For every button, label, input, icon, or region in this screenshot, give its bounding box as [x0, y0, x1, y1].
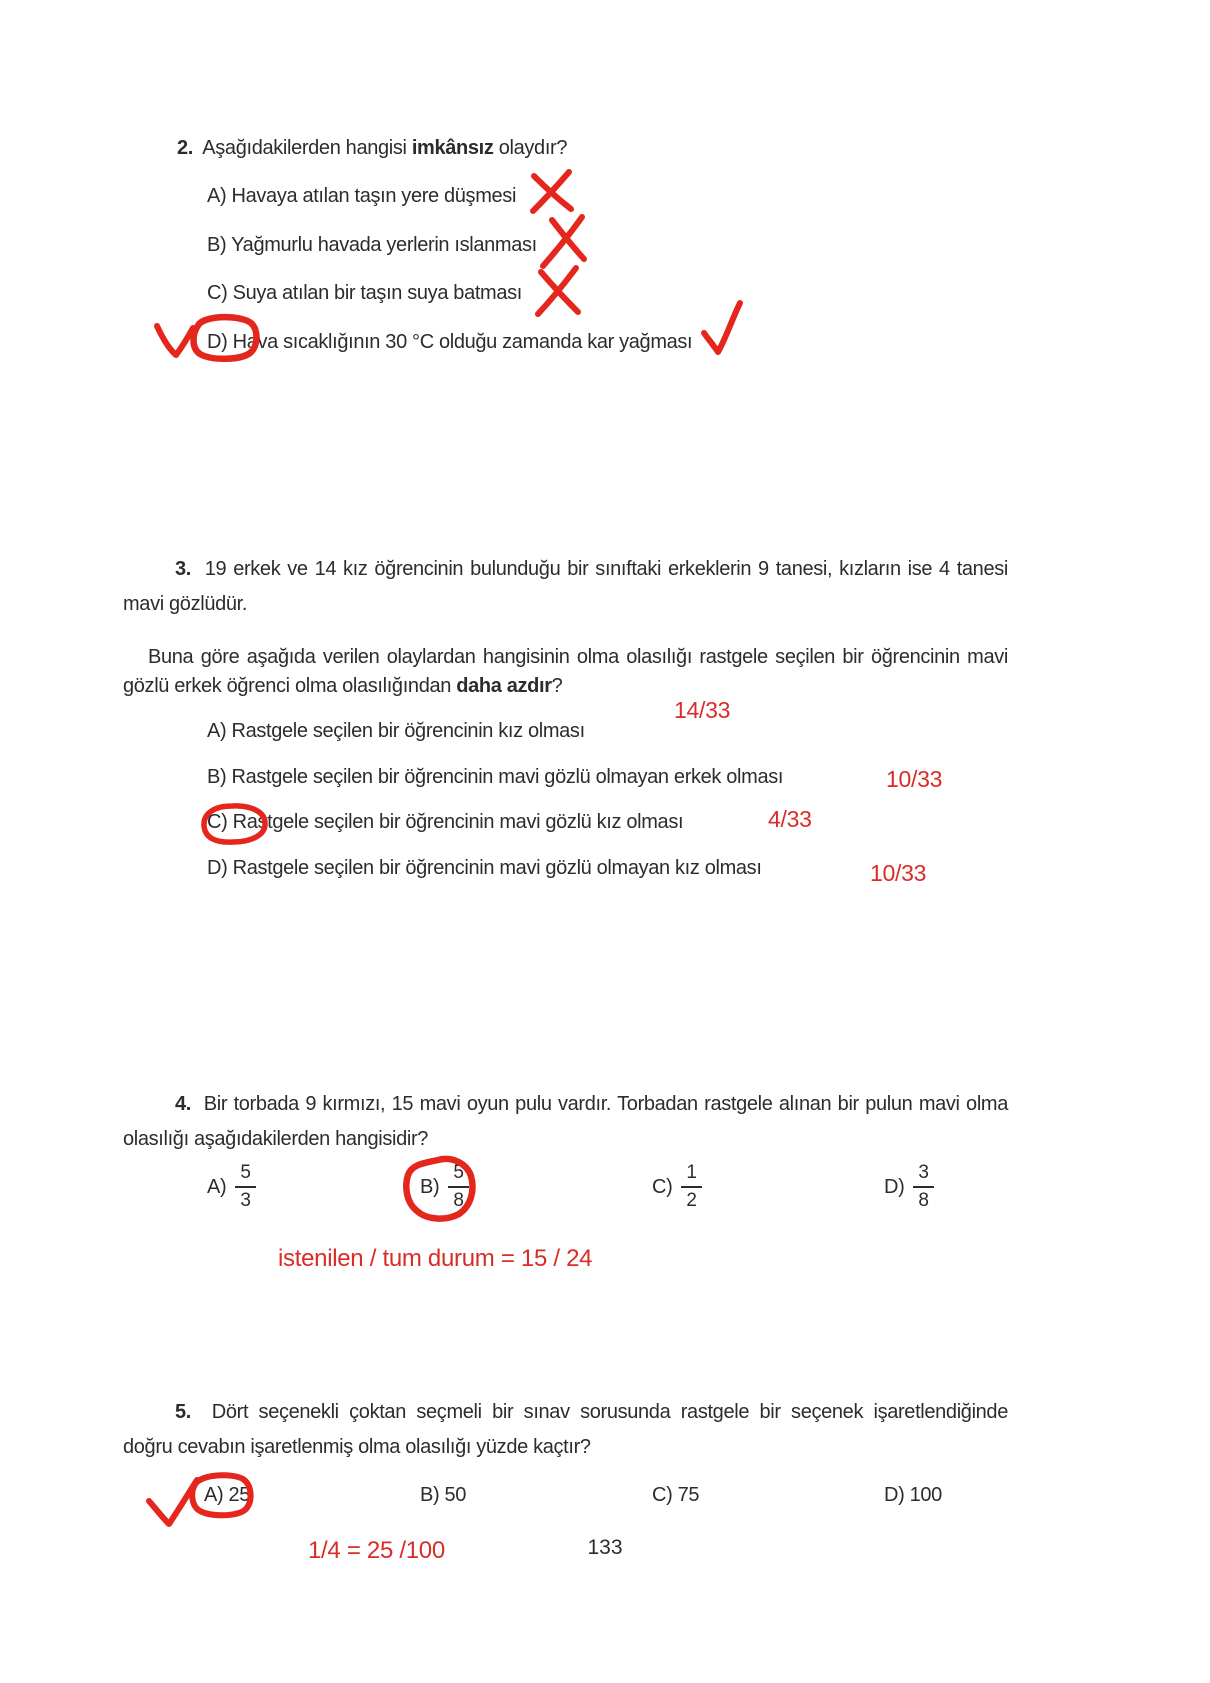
q3-option-b-label: B) — [207, 766, 227, 788]
q5-option-a — [204, 1482, 250, 1509]
q5-stem-line1-text: Dört seçenekli çoktan seçmeli bir sınav sorusunda rastgele bir seçenek işaretlendiğinde — [211, 1401, 1008, 1423]
q4-stem-line2: olasılığı aşağıdakilerden hangisidir? — [123, 1128, 429, 1150]
q2-option-d-label: D) — [207, 331, 228, 353]
page-number: 133 — [587, 1536, 623, 1559]
q3-note-a: 14/33 — [674, 697, 731, 723]
x-mark-q2-option-a-stroke1 — [534, 176, 571, 209]
q4-option-b-fraction — [448, 1162, 468, 1212]
q3-option-d — [207, 855, 762, 882]
x-mark-q2-option-c — [538, 268, 578, 314]
q4-option-d-numerator: 3 — [913, 1162, 933, 1188]
q2-option-d — [207, 329, 692, 356]
q4-option-b — [420, 1158, 469, 1216]
x-mark-q2-option-a-stroke2 — [533, 172, 569, 211]
x-mark-q2-option-b-stroke2 — [543, 217, 582, 266]
q4-option-d-fraction — [913, 1162, 933, 1212]
q4-option-a-label: A) — [207, 1175, 227, 1198]
q3-option-a — [207, 718, 585, 745]
q5-note: 1/4 = 25 /100 — [308, 1537, 445, 1564]
q4-option-c-fraction — [681, 1162, 701, 1212]
q4-option-c-numerator: 1 — [681, 1162, 701, 1188]
q5-option-b-text: 50 — [444, 1484, 467, 1506]
q3-note-d: 10/33 — [870, 860, 927, 886]
q2-number: 2. — [177, 137, 193, 159]
q3-stem-line2: mavi gözlüdür. — [123, 593, 248, 615]
q5-number: 5. — [175, 1401, 191, 1423]
q4-option-c-label: C) — [652, 1175, 673, 1198]
q3-sub-line2-bold: daha azdır — [456, 675, 552, 697]
q4-option-a — [207, 1158, 256, 1216]
q5-option-c-text: 75 — [677, 1484, 700, 1506]
q5-option-c — [652, 1482, 699, 1509]
q2-stem-bold: imkânsız — [411, 137, 494, 159]
q4-note: istenilen / tum durum = 15 / 24 — [278, 1245, 593, 1272]
check-tail-q2-option-d — [157, 326, 193, 355]
x-mark-q2-option-b-stroke1 — [552, 220, 584, 259]
q3-note-b: 10/33 — [886, 766, 943, 792]
x-mark-q2-option-c-stroke1 — [541, 272, 578, 312]
q3-sub-line2 — [123, 673, 562, 700]
q3-option-a-text: Rastgele seçilen bir öğrencinin kız olması — [231, 720, 585, 742]
q4-option-a-fraction — [235, 1162, 255, 1212]
q3-sub-line2-tail: ? — [551, 675, 563, 697]
x-mark-q2-option-a — [533, 172, 571, 211]
q4-option-d-label: D) — [884, 1175, 905, 1198]
q5-option-b-label: B) — [420, 1484, 440, 1506]
q5-option-b — [420, 1482, 466, 1509]
q4-option-c — [652, 1158, 702, 1216]
q3-option-b-text: Rastgele seçilen bir öğrencinin mavi gözlü olmayan erkek olması — [231, 766, 784, 788]
x-mark-q2-option-b — [543, 217, 584, 266]
check-q2-option-d — [704, 303, 740, 352]
q5-option-d — [884, 1482, 942, 1509]
q4-number: 4. — [175, 1093, 191, 1115]
q3-option-c-label: C) — [207, 811, 228, 833]
check-q5-option-a — [149, 1480, 197, 1524]
q3-option-c-text: Rastgele seçilen bir öğrencinin mavi gözlü kız olması — [232, 811, 684, 833]
q4-option-b-denominator: 8 — [453, 1190, 464, 1211]
q4-option-d — [884, 1158, 934, 1216]
q3-option-d-text: Rastgele seçilen bir öğrencinin mavi gözlü olmayan kız olması — [232, 857, 762, 879]
q3-number: 3. — [175, 558, 191, 580]
q5-option-a-text: 25 — [228, 1484, 251, 1506]
q3-option-d-label: D) — [207, 857, 228, 879]
q2-stem — [177, 135, 567, 162]
q2-option-b-text: Yağmurlu havada yerlerin ıslanması — [231, 234, 537, 256]
q3-option-a-label: A) — [207, 720, 227, 742]
q2-option-c-label: C) — [207, 282, 228, 304]
q2-option-c-text: Suya atılan bir taşın suya batması — [232, 282, 522, 304]
q4-option-c-denominator: 2 — [686, 1190, 697, 1211]
q2-stem-pre: Aşağıdakilerden hangisi — [202, 137, 407, 159]
q4-option-a-numerator: 5 — [235, 1162, 255, 1188]
q2-option-a-label: A) — [207, 185, 227, 207]
x-mark-q2-option-c-stroke2 — [538, 268, 576, 314]
q2-option-b-label: B) — [207, 234, 227, 256]
q5-stem-line2: doğru cevabın işaretlenmiş olma olasılığı yüzde kaçtır? — [123, 1436, 591, 1458]
q4-option-a-denominator: 3 — [240, 1190, 251, 1211]
q5-option-a-label: A) — [204, 1484, 224, 1506]
q4-stem-line1-text: Bir torbada 9 kırmızı, 15 mavi oyun pulu vardır. Torbadan rastgele alınan bir pulun mavi olma — [203, 1093, 1008, 1115]
q2-option-a-text: Havaya atılan taşın yere düşmesi — [231, 185, 517, 207]
q2-option-b — [207, 232, 537, 259]
q4-option-b-numerator: 5 — [448, 1162, 468, 1188]
q5-option-d-label: D) — [884, 1484, 905, 1506]
q5-stem-line1 — [175, 1399, 1008, 1426]
q3-stem-line1-text: 19 erkek ve 14 kız öğrencinin bulunduğu bir sınıftaki erkeklerin 9 tanesi, kızların ise 4 tanesi — [204, 558, 1008, 580]
q2-option-c — [207, 280, 522, 307]
q4-stem-line1 — [175, 1091, 1008, 1118]
q2-stem-post: olaydır? — [498, 137, 568, 159]
q3-option-c — [207, 809, 683, 836]
q3-stem-line1 — [175, 556, 1008, 583]
q2-option-a — [207, 183, 516, 210]
q4-option-b-label: B) — [420, 1175, 440, 1198]
q2-option-d-text: Hava sıcaklığının 30 °C olduğu zamanda kar yağması — [232, 331, 693, 353]
q5-option-d-text: 100 — [909, 1484, 942, 1506]
q4-option-d-denominator: 8 — [918, 1190, 929, 1211]
q5-option-c-label: C) — [652, 1484, 673, 1506]
q3-option-b — [207, 764, 783, 791]
q3-sub-line1: Buna göre aşağıda verilen olaylardan hangisinin olma olasılığı rastgele seçilen bir öğrencinin mavi — [148, 646, 1008, 668]
q3-note-c: 4/33 — [768, 806, 812, 832]
q3-sub-line2-pre: gözlü erkek öğrenci olma olasılığından — [123, 675, 452, 697]
